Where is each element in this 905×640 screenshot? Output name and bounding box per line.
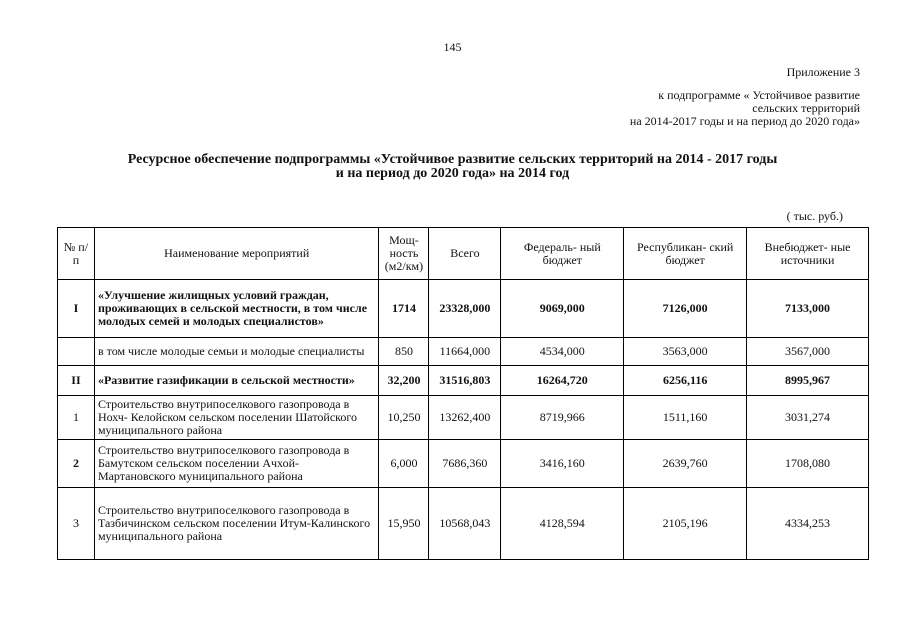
cell-capacity: 15,950 [379, 488, 429, 560]
header-num: № п/п [58, 228, 95, 280]
cell-total: 13262,400 [429, 396, 501, 440]
header-total: Всего [429, 228, 501, 280]
table-row [58, 366, 869, 396]
cell-extra: 1708,080 [747, 440, 869, 488]
cell-total: 31516,803 [429, 366, 501, 396]
table-row [58, 440, 869, 488]
cell-capacity: 32,200 [379, 366, 429, 396]
cell-republic: 6256,116 [624, 366, 747, 396]
header-name: Наименование мероприятий [94, 228, 379, 280]
cell-total: 10568,043 [429, 488, 501, 560]
resource-table [57, 227, 869, 560]
cell-capacity: 1714 [379, 280, 429, 338]
table-header-row [58, 228, 869, 280]
cell-name: «Улучшение жилищных условий граждан, проживающих в сельской местности, в том числе молодых семей и молодых специалистов» [94, 280, 379, 338]
table-row [58, 396, 869, 440]
table-row [58, 280, 869, 338]
header-republic: Республикан- ский бюджет [624, 228, 747, 280]
cell-num: 1 [58, 396, 95, 440]
cell-name: Строительство внутрипоселкового газопровода в Бамутском сельском поселении Ачхой-Мартановского муниципального района [94, 440, 379, 488]
cell-federal: 9069,000 [501, 280, 624, 338]
cell-total: 23328,000 [429, 280, 501, 338]
cell-name: Строительство внутрипоселкового газопровода в Тазбичинском сельском поселении Итум-Калинского муниципального района [94, 488, 379, 560]
appendix-line-1: к подпрограмме « Устойчивое развитие [658, 88, 860, 102]
cell-federal: 3416,160 [501, 440, 624, 488]
cell-num: 2 [58, 440, 95, 488]
cell-capacity: 10,250 [379, 396, 429, 440]
heading-line-1: Ресурсное обеспечение подпрограммы «Устойчивое развитие сельских территорий на 2014 - 2017 годы [127, 152, 778, 167]
cell-capacity: 850 [379, 338, 429, 366]
appendix-title: Приложение 3 [786, 65, 860, 79]
cell-name: в том числе молодые семьи и молодые специалисты [94, 338, 379, 366]
table-row [58, 338, 869, 366]
cell-extra: 3567,000 [747, 338, 869, 366]
cell-num [58, 338, 95, 366]
header-federal: Федераль- ный бюджет [501, 228, 624, 280]
cell-capacity: 6,000 [379, 440, 429, 488]
cell-num: II [58, 366, 95, 396]
cell-republic: 2639,760 [624, 440, 747, 488]
cell-federal: 8719,966 [501, 396, 624, 440]
header-capacity: Мощ- ность (м2/км) [379, 228, 429, 280]
cell-extra: 3031,274 [747, 396, 869, 440]
cell-total: 11664,000 [429, 338, 501, 366]
cell-name: «Развитие газификации в сельской местности» [94, 366, 379, 396]
cell-federal: 4534,000 [501, 338, 624, 366]
cell-republic: 7126,000 [624, 280, 747, 338]
cell-republic: 1511,160 [624, 396, 747, 440]
cell-republic: 2105,196 [624, 488, 747, 560]
cell-num: I [58, 280, 95, 338]
cell-federal: 16264,720 [501, 366, 624, 396]
cell-total: 7686,360 [429, 440, 501, 488]
cell-num: 3 [58, 488, 95, 560]
cell-federal: 4128,594 [501, 488, 624, 560]
cell-republic: 3563,000 [624, 338, 747, 366]
cell-extra: 7133,000 [747, 280, 869, 338]
header-extra: Внебюджет- ные источники [747, 228, 869, 280]
units-label: ( тыс. руб.) [786, 209, 843, 223]
cell-extra: 8995,967 [747, 366, 869, 396]
appendix-line-2: сельских территорий [752, 101, 860, 115]
page-number: 145 [443, 40, 462, 54]
document-heading [0, 153, 905, 181]
heading-line-2: и на период до 2020 года» на 2014 год [335, 166, 570, 181]
appendix-block [630, 66, 860, 128]
cell-extra: 4334,253 [747, 488, 869, 560]
cell-name: Строительство внутрипоселкового газопровода в Нохч- Келойском сельском поселении Шатойского муниципального района [94, 396, 379, 440]
appendix-line-3: на 2014-2017 годы и на период до 2020 года» [629, 114, 860, 128]
table-row [58, 488, 869, 560]
